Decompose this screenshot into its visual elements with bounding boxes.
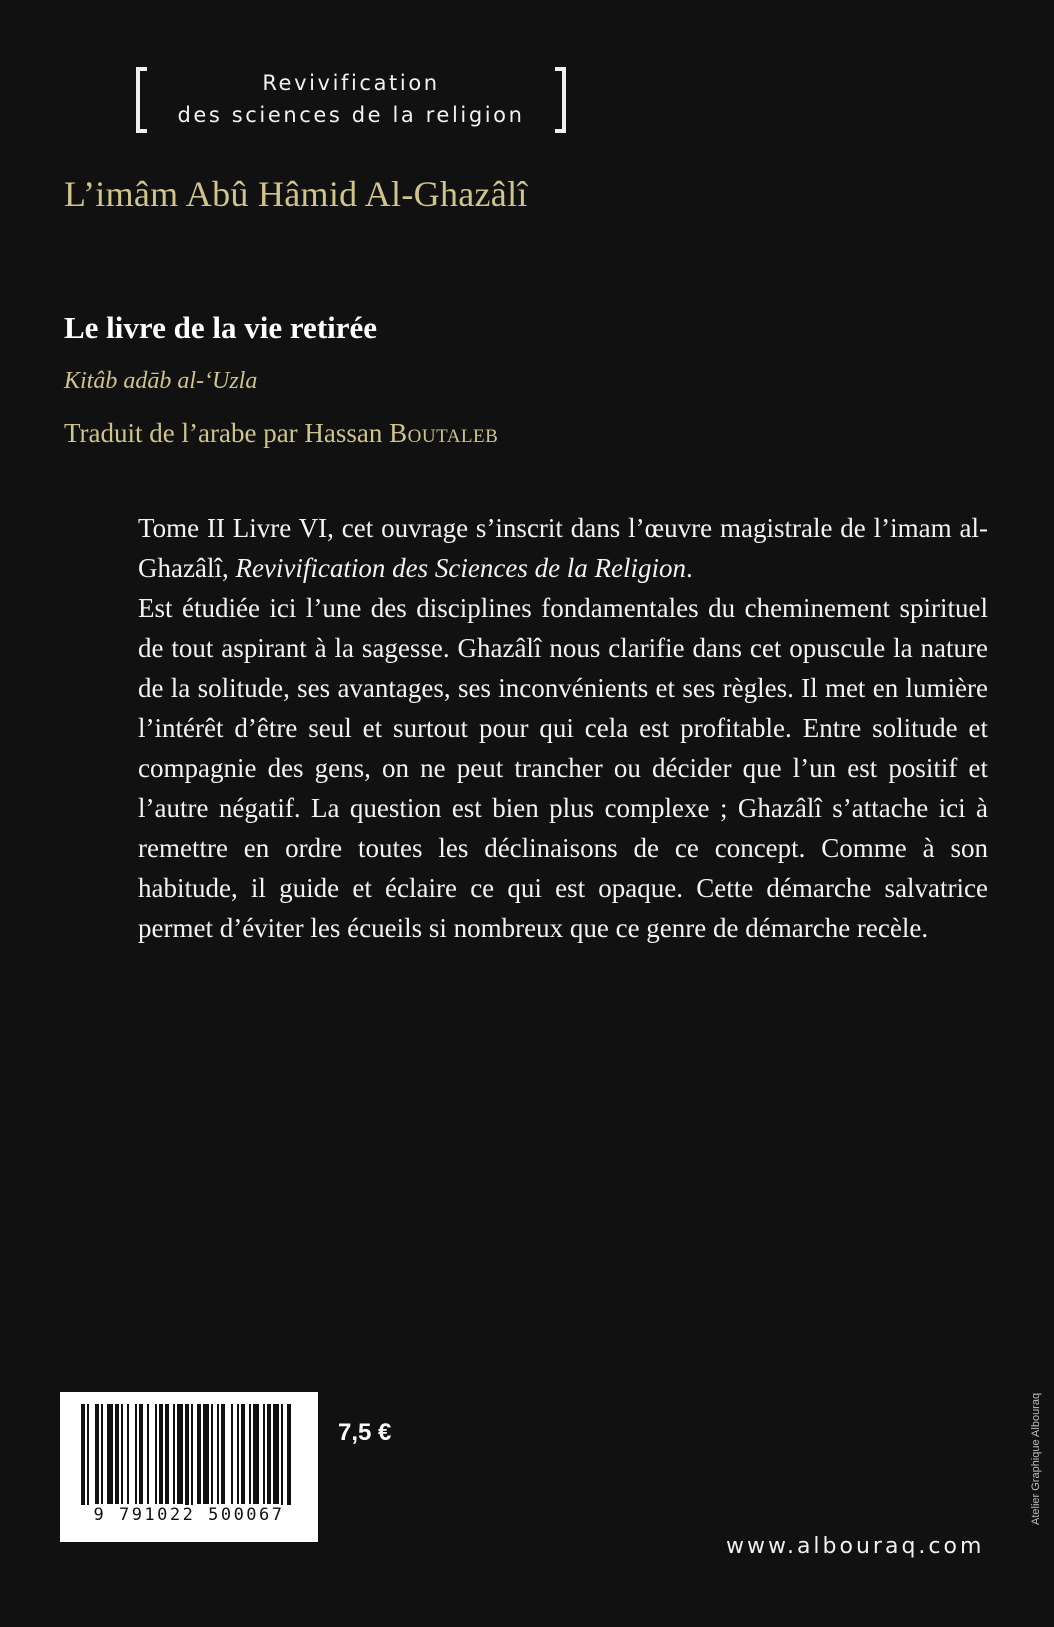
barcode-bar [95, 1404, 99, 1504]
barcode-number: 9 791022 500067 [66, 1505, 312, 1525]
barcode-bar [253, 1404, 259, 1504]
barcode-bar [281, 1404, 283, 1511]
barcode-bar [177, 1404, 183, 1504]
barcode [60, 1392, 318, 1542]
website-url: www.albouraq.com [726, 1534, 985, 1559]
series-header [136, 60, 566, 140]
barcode-bar [155, 1404, 157, 1504]
description-period: . [686, 553, 693, 583]
barcode-bar [185, 1404, 189, 1511]
barcode-bar [81, 1404, 85, 1511]
translator-prefix: Traduit de l’arabe par Hassan [64, 418, 390, 448]
description-paragraph-1 [138, 508, 988, 588]
barcode-bar [241, 1404, 245, 1504]
barcode-bar [231, 1404, 233, 1504]
design-credit: Atelier Graphique Albouraq [1030, 1392, 1042, 1525]
description-intro: Tome II Livre VI, cet ouvrage s’inscrit dans l’œuvre magistrale de l’imam al-Ghazâlî, [138, 513, 988, 583]
translator-credit [64, 418, 498, 449]
barcode-bar [287, 1404, 291, 1511]
barcode-bar [139, 1404, 143, 1504]
barcode-bar [263, 1404, 265, 1504]
barcode-bar [115, 1404, 119, 1504]
right-bracket [555, 67, 566, 133]
barcode-bar [165, 1404, 169, 1504]
barcode-bar [221, 1404, 225, 1504]
barcode-bar [107, 1404, 113, 1504]
arabic-title: Kitâb adāb al-‘Uzla [64, 368, 258, 394]
barcode-bar [191, 1404, 193, 1511]
barcode-bar [87, 1404, 89, 1511]
book-description [138, 508, 988, 948]
translator-surname: Boutaleb [389, 418, 499, 448]
barcode-bar [101, 1404, 103, 1504]
author-name: L’imâm Abû Hâmid Al-Ghazâlî [64, 174, 528, 214]
barcode-bar [127, 1404, 129, 1504]
left-bracket [136, 67, 147, 133]
barcode-bar [197, 1404, 201, 1504]
barcode-bar [273, 1404, 279, 1504]
barcode-bar [237, 1404, 239, 1504]
description-paragraph-2: Est étudiée ici l’une des disciplines fondamentales du cheminement spirituel de tout aspirant à la sagesse. Ghazâlî nous clarifie dans cet opuscule la nature de la solitude, ses avantages, ses inconvénients et ses règles. Il met en lumière l’intérêt d’être seul et surtout pour qui cela est profitable. Entre solitude et compagnie des gens, on ne peut trancher ou décider que l’un est positif et l’autre négatif. La question est bien plus complexe ; Ghazâlî s’attache ici à remettre en ordre toutes les déclinaisons de ce concept. Comme à son habitude, il guide et éclaire ce qui est opaque. Cette démarche salvatrice permet d’éviter les écueils si nombreux que ce genre de démarche recèle. [138, 593, 988, 943]
series-title-line-2: des sciences de la religion [177, 103, 525, 127]
barcode-bar [267, 1404, 271, 1504]
barcode-bar [121, 1404, 123, 1504]
barcode-bar [249, 1404, 251, 1504]
barcode-bar [159, 1404, 163, 1504]
description-work-title: Revivification des Sciences de la Religion [235, 553, 687, 583]
book-title: Le livre de la vie retirée [64, 310, 378, 345]
barcode-bar [147, 1404, 149, 1504]
price: 7,5 € [338, 1419, 392, 1446]
barcode-bars [81, 1404, 293, 1511]
series-title-line-1: Revivification [262, 71, 440, 95]
barcode-bar [217, 1404, 219, 1504]
barcode-bar [203, 1404, 209, 1504]
barcode-bar [211, 1404, 213, 1504]
barcode-bar [135, 1404, 137, 1504]
barcode-bar [173, 1404, 175, 1504]
